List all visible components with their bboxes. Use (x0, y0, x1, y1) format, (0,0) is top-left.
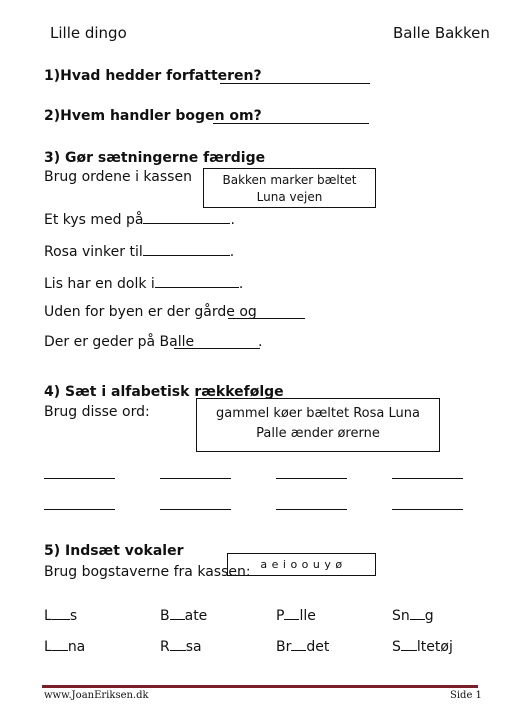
alpha-line-6[interactable] (160, 509, 231, 510)
vowel-box: a e i o o u y ø (227, 553, 376, 576)
vowel-word-6-blank[interactable] (170, 636, 186, 651)
footer-divider (42, 685, 478, 688)
vowel-word-7-post: det (306, 639, 330, 655)
vowel-word-1-blank[interactable] (52, 605, 70, 620)
sentence-5-blank[interactable] (174, 348, 260, 349)
sentence-3 (44, 273, 243, 292)
alpha-line-1[interactable] (44, 478, 115, 479)
answer-line-1[interactable] (220, 83, 370, 84)
question-5-title: 5) Indsæt vokaler (44, 543, 184, 559)
vowel-word-8 (392, 636, 453, 655)
word-box-3-line2: Luna vejen (256, 190, 323, 204)
vowel-word-4-blank[interactable] (410, 605, 425, 620)
vowel-word-8-pre: S (392, 639, 401, 655)
sentence-5 (44, 334, 194, 350)
vowel-word-7 (276, 636, 329, 655)
word-box-4-line1: gammel køer bæltet Rosa Luna (216, 406, 420, 421)
vowel-word-5-blank[interactable] (52, 636, 68, 651)
sentence-1-blank[interactable] (143, 209, 230, 224)
vowel-word-6-pre: R (160, 639, 170, 655)
alpha-line-4[interactable] (392, 478, 463, 479)
word-box-3-line1: Bakken marker bæltet (222, 173, 357, 187)
vowel-word-3 (276, 605, 316, 624)
sentence-2-text: Rosa vinker til (44, 244, 143, 260)
sentence-3-text: Lis har en dolk i (44, 276, 155, 292)
vowel-word-8-post: ltetøj (416, 639, 453, 655)
vowel-word-4-post: g (424, 608, 434, 624)
vowel-word-2 (160, 605, 207, 624)
vowel-word-4 (392, 605, 434, 624)
question-2-text: 2)Hvem handler bogen om? (44, 108, 262, 124)
vowel-word-7-pre: Br (276, 639, 292, 655)
question-3-instruction: Brug ordene i kassen (44, 169, 192, 185)
vowel-word-3-post: lle (299, 608, 316, 624)
question-5-instruction: Brug bogstaverne fra kassen: (44, 564, 251, 580)
vowel-word-1-post: s (69, 608, 78, 624)
sentence-4-blank[interactable] (228, 318, 305, 319)
alpha-line-2[interactable] (160, 478, 231, 479)
question-1-text: 1)Hvad hedder forfatteren? (44, 68, 262, 84)
question-3-title: 3) Gør sætningerne færdige (44, 150, 266, 166)
alpha-line-8[interactable] (392, 509, 463, 510)
question-1 (44, 68, 262, 84)
sentence-2 (44, 241, 234, 260)
sentence-1-end: . (230, 212, 235, 228)
header-left: Lille dingo (50, 24, 127, 42)
header-right: Balle Bakken (393, 24, 490, 42)
vowel-word-3-blank[interactable] (284, 605, 299, 620)
sentence-4-text: Uden for byen er der gårde og (44, 304, 257, 320)
alpha-line-5[interactable] (44, 509, 115, 510)
sentence-4 (44, 304, 257, 320)
sentence-5-text: Der er geder på Balle (44, 334, 195, 350)
vowel-word-6 (160, 636, 202, 655)
sentence-2-blank[interactable] (143, 241, 230, 256)
vowel-word-3-pre: P (276, 608, 285, 624)
vowel-word-2-blank[interactable] (170, 605, 185, 620)
vowel-word-2-pre: B (160, 608, 170, 624)
vowel-word-7-blank[interactable] (291, 636, 306, 651)
vowel-word-8-blank[interactable] (401, 636, 417, 651)
sentence-2-end: . (229, 244, 235, 260)
footer-website: www.JoanEriksen.dk (44, 690, 149, 701)
question-4-title: 4) Sæt i alfabetisk rækkefølge (44, 384, 284, 400)
sentence-3-end: . (238, 276, 244, 292)
vowel-word-5-pre: L (44, 639, 52, 655)
vowel-word-5 (44, 636, 85, 655)
vowel-word-2-post: ate (184, 608, 208, 624)
question-2 (44, 108, 262, 124)
question-4-instruction: Brug disse ord: (44, 404, 150, 420)
alpha-line-7[interactable] (276, 509, 347, 510)
footer-page-number: Side 1 (450, 690, 482, 701)
word-box-4-line2: Palle ænder ørerne (256, 426, 380, 441)
answer-line-2[interactable] (213, 123, 369, 124)
vowel-word-6-post: sa (185, 639, 202, 655)
word-box-3 (203, 168, 376, 208)
vowel-word-4-pre: Sn (392, 608, 410, 624)
sentence-1 (44, 209, 235, 228)
vowel-word-1 (44, 605, 77, 624)
sentence-5-end: . (258, 334, 263, 350)
word-box-4 (196, 398, 440, 452)
sentence-1-text: Et kys med på (44, 212, 144, 228)
vowel-word-1-pre: L (44, 608, 52, 624)
vowel-word-5-post: na (67, 639, 86, 655)
sentence-3-blank[interactable] (155, 273, 239, 288)
alpha-line-3[interactable] (276, 478, 347, 479)
